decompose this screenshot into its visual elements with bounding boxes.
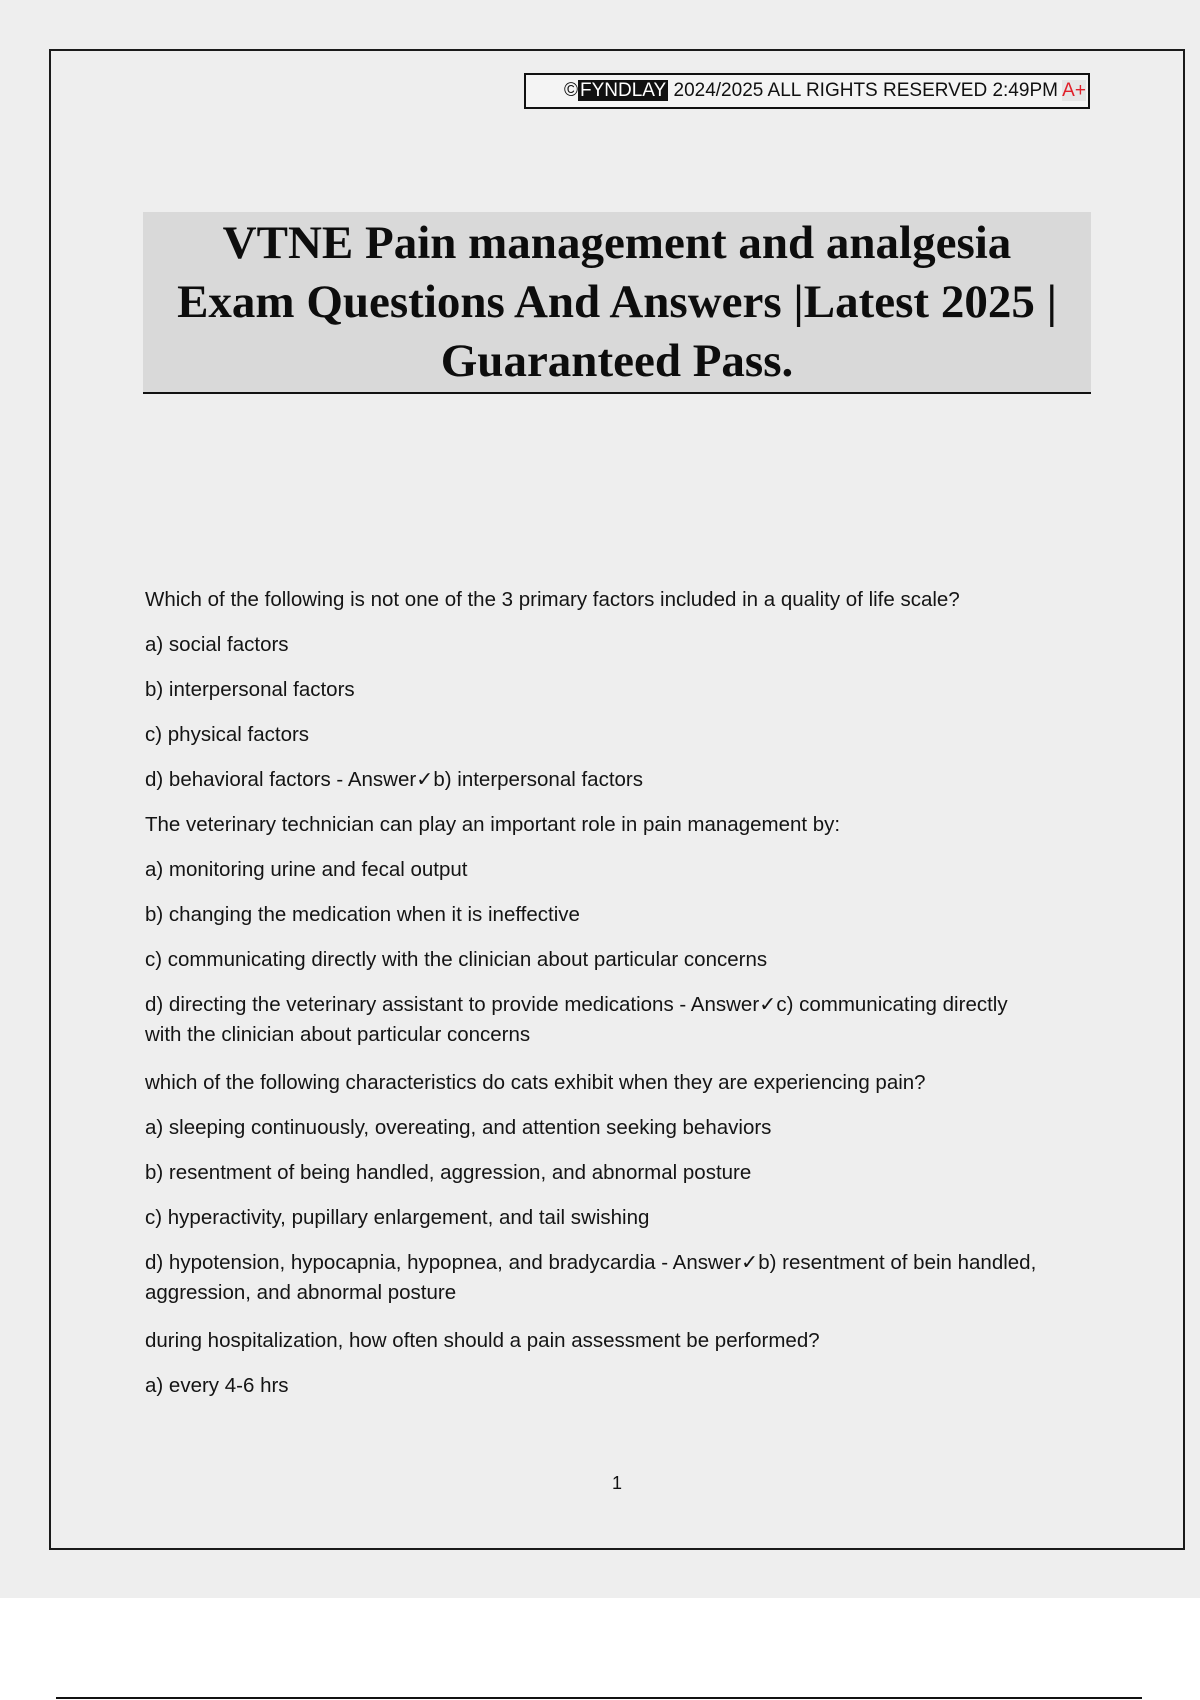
answer-option: a) every 4-6 hrs — [145, 1374, 289, 1397]
copyright-symbol: © — [564, 80, 578, 101]
title-line-2: Exam Questions And Answers |Latest 2025 | — [177, 275, 1057, 328]
answer-option: b) interpersonal factors — [145, 678, 355, 701]
answer-option: c) physical factors — [145, 723, 310, 746]
answer-option: a) monitoring urine and fecal output — [145, 858, 468, 881]
answer-option-with-key: d) hypotension, hypocapnia, hypopnea, and bradycardia - Answer✓b) resentment of bein handled, aggression, and abnormal posture — [145, 1251, 1037, 1304]
answer-option: a) sleeping continuously, overeating, and attention seeking behaviors — [145, 1116, 772, 1139]
copyright-header — [524, 73, 1090, 109]
answer-option: b) changing the medication when it is ineffective — [145, 903, 580, 926]
question-prompt: which of the following characteristics do cats exhibit when they are experiencing pain? — [145, 1071, 926, 1094]
question-list — [145, 583, 1045, 1414]
answer-option-with-key: d) behavioral factors - Answer✓b) interpersonal factors — [145, 768, 644, 791]
page-number: 1 — [611, 1473, 622, 1493]
rights-text: 2024/2025 ALL RIGHTS RESERVED 2:49PM — [668, 80, 1063, 101]
document-title — [143, 212, 1091, 394]
question-prompt: during hospitalization, how often should a pain assessment be performed? — [145, 1329, 820, 1352]
question-prompt: Which of the following is not one of the 3 primary factors included in a quality of life scale? — [145, 588, 960, 611]
title-line-3: Guaranteed Pass. — [440, 334, 794, 387]
answer-option: c) communicating directly with the clinician about particular concerns — [145, 948, 768, 971]
answer-option: a) social factors — [145, 633, 289, 656]
answer-option: c) hyperactivity, pupillary enlargement, and tail swishing — [145, 1206, 650, 1229]
question-prompt: The veterinary technician can play an important role in pain management by: — [145, 813, 841, 836]
answer-option-with-key: d) directing the veterinary assistant to provide medications - Answer✓c) communicating directly with the clinician about particular concerns — [145, 993, 1008, 1046]
answer-option: b) resentment of being handled, aggression, and abnormal posture — [145, 1161, 752, 1184]
grade-badge: A+ — [1062, 80, 1086, 101]
title-line-1: VTNE Pain management and analgesia — [222, 216, 1012, 269]
brand-name: FYNDLAY — [580, 80, 667, 101]
next-page-rule — [56, 1697, 1142, 1699]
